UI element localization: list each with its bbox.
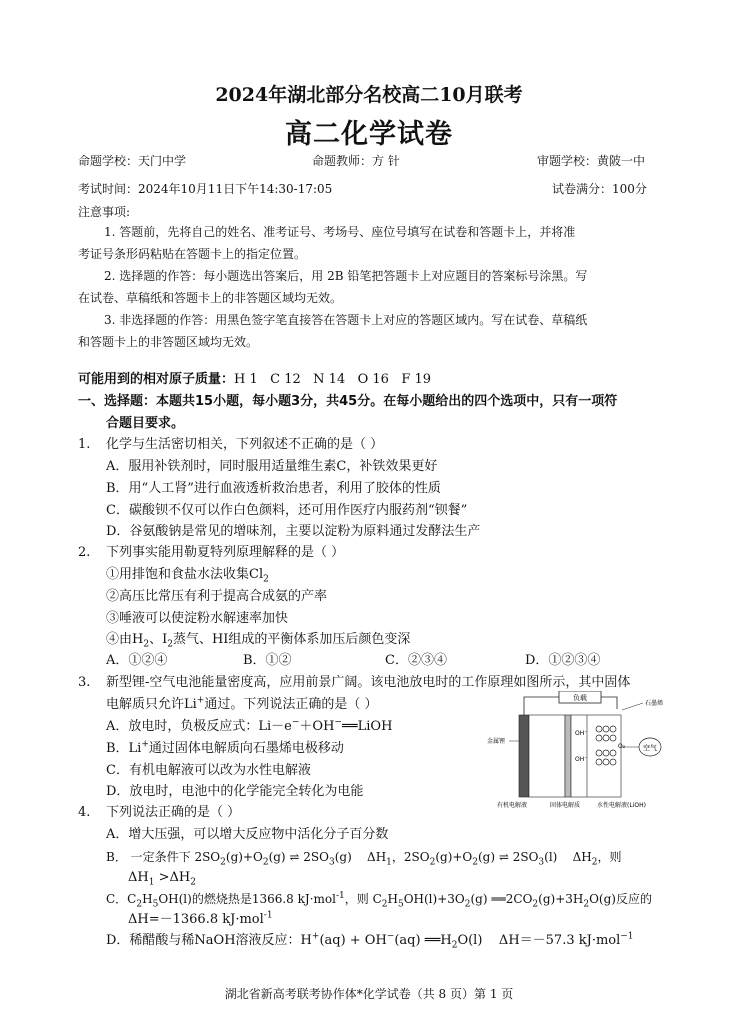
- q4-b-3: (g) ⇌ 2SO: [268, 850, 329, 864]
- q4-b-s1: 2: [220, 857, 226, 868]
- q4-b-6: (g)+O: [435, 850, 473, 864]
- solid-electrolyte-label: 固体电解质: [550, 802, 581, 809]
- q4-b-1: B． 一定条件下 2SO: [106, 850, 221, 864]
- atomic-mass-line: [78, 370, 431, 390]
- q3-a-2: ＋OH: [299, 719, 335, 734]
- q3-b-1: B．Li: [106, 741, 142, 756]
- q1-option-b: B．用“人工肾”进行血液透析救治患者，利用了胶体的性质: [106, 481, 441, 496]
- q4-b-s6: 2: [472, 857, 478, 868]
- graphene-pointer: [622, 703, 643, 710]
- q4-c-5: H: [387, 892, 398, 906]
- q4-option-b: [106, 847, 622, 867]
- q2-s4-b: 、I: [149, 632, 168, 647]
- q2-s4-a: ④由H: [106, 632, 144, 647]
- q3-stem-line1: 新型锂-空气电池能量密度高，应用前景广阔。该电池放电时的工作原理如图所示，其中固体: [106, 675, 631, 690]
- q4-c-s7: 2: [532, 899, 539, 910]
- load-label: 负载: [573, 694, 587, 702]
- section-1-heading: 一、选择题：本题共15小题，每小题3分，共45分。在每小题给出的四个选项中，只有一项符: [78, 394, 618, 409]
- q3-a-sup1: −: [291, 717, 300, 728]
- q4-d-sup1: +: [311, 931, 320, 942]
- q2-s1-sub: 2: [263, 574, 269, 585]
- atomic-mass-label: 可能用到的相对原子质量：: [78, 372, 235, 387]
- q3-a-sup2: −: [334, 717, 342, 728]
- wire-right: [601, 697, 617, 709]
- q4-d-3: (aq) ══H: [394, 933, 452, 948]
- q4-option-d: [106, 931, 634, 951]
- q4-b-s3: 3: [328, 857, 335, 868]
- q3-stem2-sup: +: [196, 695, 205, 706]
- air-label: 空气: [643, 744, 657, 752]
- q4-b-s10: 1: [148, 877, 155, 888]
- oh-label-bottom: OH⁻: [575, 756, 588, 763]
- q4-c-s6: 2: [464, 899, 471, 910]
- q4-b-s5: 2: [429, 857, 436, 868]
- q2-s4-sub1: 2: [143, 639, 150, 650]
- q1-option-c: C．碳酸钡不仅可以作白色颜料，还可用作医疗内服药剂“钡餐”: [106, 503, 468, 518]
- q2-option-d: D．①②③④: [525, 653, 601, 668]
- q2-statement-2: ②高压比常压有利于提高合成氨的产率: [106, 589, 328, 604]
- q2-option-b: B．①②: [243, 653, 292, 668]
- q4-c-1: C．C: [106, 892, 137, 906]
- q4-b-s2: 2: [262, 857, 269, 868]
- q4-b-2: (g)+O: [225, 850, 263, 864]
- notice-3a: 3. 非选择题的作答：用黑色签字笔直接答在答题卡上对应的答题区域内。写在试卷、草稿纸: [104, 313, 588, 327]
- q4-d-sup4: −1: [620, 931, 634, 942]
- q4-b-s4: 1: [386, 857, 392, 868]
- full-score: 试卷满分：100分: [552, 182, 647, 196]
- q3-option-a: [106, 717, 392, 737]
- q4-b-7: (g) ⇌ 2SO: [478, 850, 539, 864]
- q2-s4-sub2: 2: [167, 639, 173, 650]
- q2-s1-text: ①用排饱和食盐水法收集Cl: [106, 567, 264, 582]
- q4-c-3: OH(l)的燃烧热是1366.8 kJ·mol: [158, 892, 336, 906]
- q4-b-11: >ΔH: [154, 870, 191, 885]
- q1-option-a: A．服用补铁剂时，同时服用适量维生素C，补铁效果更好: [106, 459, 438, 474]
- q4-c-9: O(g)反应的: [589, 892, 652, 906]
- q4-option-c-cont: [128, 910, 273, 930]
- q3-option-d: D．放电时，电池中的化学能完全转化为电能: [106, 784, 364, 799]
- exam-series-title: 2024年湖北部分名校高二10月联考: [215, 84, 523, 106]
- q2-stem: 下列事实能用勒夏特列原理解释的是（ ）: [106, 545, 345, 560]
- q4-c-2: H: [142, 892, 153, 906]
- notice-1a: 1. 答题前，先将自己的姓名、准考证号、考场号、座位号填写在试卷和答题卡上，并将准: [104, 225, 576, 239]
- li-air-battery-diagram: [487, 691, 677, 809]
- q3-number: 3.: [78, 675, 91, 690]
- q4-option-c: [106, 889, 652, 909]
- q2-statement-4: [106, 630, 410, 650]
- q4-b-9: ，则: [597, 850, 622, 864]
- q4-c-s4: 2: [381, 899, 388, 910]
- q4-b-s11: 2: [190, 877, 196, 888]
- oh-label-top: OH⁻: [575, 730, 588, 737]
- q2-option-a: A．①②④: [106, 653, 168, 668]
- solid-electrolyte: [565, 715, 571, 797]
- q4-c-s5: 5: [397, 899, 404, 910]
- reviewer-school: 审题学校：黄陂一中: [537, 154, 646, 168]
- q4-d-s3: 2: [451, 940, 458, 951]
- o2-label: O₂: [618, 743, 626, 750]
- page-footer: 湖北省新高考联考协作体*化学试卷（共 8 页）第 1 页: [224, 987, 514, 1001]
- q3-stem2-b: 通过。下列说法正确的是（ ）: [204, 697, 378, 712]
- q1-option-d: D．谷氨酸钠是常见的增味剂，主要以淀粉为原料通过发酵法生产: [106, 524, 481, 539]
- q4-c-s1: 2: [136, 899, 143, 910]
- q3-option-c: C．有机电解液可以改为水性电解液: [106, 763, 311, 778]
- q4-c-6: OH(l)+3O: [403, 892, 465, 906]
- notice-1b: 考证号条形码粘贴在答题卡上的指定位置。: [78, 247, 307, 261]
- q4-number: 4.: [78, 805, 91, 820]
- q2-statement-1: [106, 565, 269, 585]
- q4-stem: 下列说法正确的是（ ）: [106, 805, 241, 820]
- q4-c-sup10: -1: [263, 910, 273, 921]
- page-title: 高二化学试卷: [285, 119, 453, 150]
- q4-c-10: ΔH=－1366.8 kJ·mol: [128, 912, 264, 927]
- aqueous-electrolyte-label: 水性电解液(LiOH): [597, 802, 646, 809]
- q4-c-s8: 2: [583, 899, 590, 910]
- q4-d-1: D．稀醋酸与稀NaOH溶液反应：H: [106, 933, 312, 948]
- q3-a-1: A．放电时，负极反应式：Li－e: [106, 719, 292, 734]
- q4-option-b-cont: [128, 868, 196, 888]
- q3-option-b: [106, 739, 344, 759]
- q4-option-a: A．增大压强，可以增大反应物中活化分子百分数: [106, 827, 389, 842]
- organic-electrolyte-label: 有机电解液: [497, 802, 528, 809]
- q4-d-2: (aq) + OH: [319, 933, 387, 948]
- setter-school: 命题学校：天门中学: [78, 154, 187, 168]
- q2-s4-c: 蒸气、HI组成的平衡体系加压后颜色变深: [172, 632, 411, 647]
- notice-3b: 和答题卡上的非答题区域均无效。: [78, 335, 259, 349]
- lithium-electrode: [519, 715, 529, 797]
- q4-c-8: (g)+3H: [538, 892, 584, 906]
- q4-b-4: (g) ΔH: [334, 850, 387, 864]
- q3-stem2-a: 电解质只允许Li: [106, 697, 197, 712]
- exam-time: 考试时间：2024年10月11日下午14:30-17:05: [78, 182, 333, 196]
- organic-electrolyte-region: [529, 715, 565, 797]
- q2-statement-3: ③唾液可以使淀粉水解速率加快: [106, 611, 289, 626]
- setter-teacher: 命题教师：方 针: [312, 154, 400, 168]
- q1-stem: 化学与生活密切相关，下列叙述不正确的是（ ）: [106, 437, 384, 452]
- q2-option-c: C．②③④: [385, 653, 447, 668]
- q4-c-s2: 5: [152, 899, 159, 910]
- wire-left: [524, 697, 559, 715]
- q4-d-sup2: −: [386, 931, 395, 942]
- q4-b-8: (l) ΔH: [544, 850, 592, 864]
- q3-stem-line2: [106, 695, 377, 715]
- q3-a-3: ══LiOH: [341, 719, 393, 734]
- q2-number: 2.: [78, 545, 91, 560]
- q4-b-10: ΔH: [128, 870, 149, 885]
- notice-2b: 在试卷、草稿纸和答题卡上的非答题区域均无效。: [78, 291, 343, 305]
- q4-c-sup3: -1: [335, 891, 345, 901]
- notice-heading: 注意事项:: [78, 205, 131, 219]
- q4-c-7: (g) ══2CO: [470, 892, 533, 906]
- q4-c-4: ，则 C: [344, 892, 382, 906]
- notice-2a: 2. 选择题的作答：每小题选出答案后，用 2B 铅笔把答题卡上对应题目的答案标号涂黑。写: [104, 269, 588, 283]
- q4-b-s7: 3: [538, 857, 545, 868]
- q1-number: 1.: [78, 437, 91, 452]
- metal-li-label: 金属锂: [487, 738, 506, 745]
- graphene-label: 石墨烯: [645, 700, 664, 707]
- atomic-mass-values: H 1 C 12 N 14 O 16 F 19: [234, 372, 432, 387]
- q3-b-sup: +: [141, 739, 149, 750]
- q3-b-2: 通过固体电解质向石墨烯电极移动: [148, 741, 344, 756]
- q4-b-5: ，2SO: [391, 850, 430, 864]
- q4-b-s8: 2: [591, 857, 598, 868]
- q4-d-4: O(l) ΔH＝－57.3 kJ·mol: [457, 933, 621, 948]
- section-1-heading-cont: 合题目要求。: [106, 416, 185, 431]
